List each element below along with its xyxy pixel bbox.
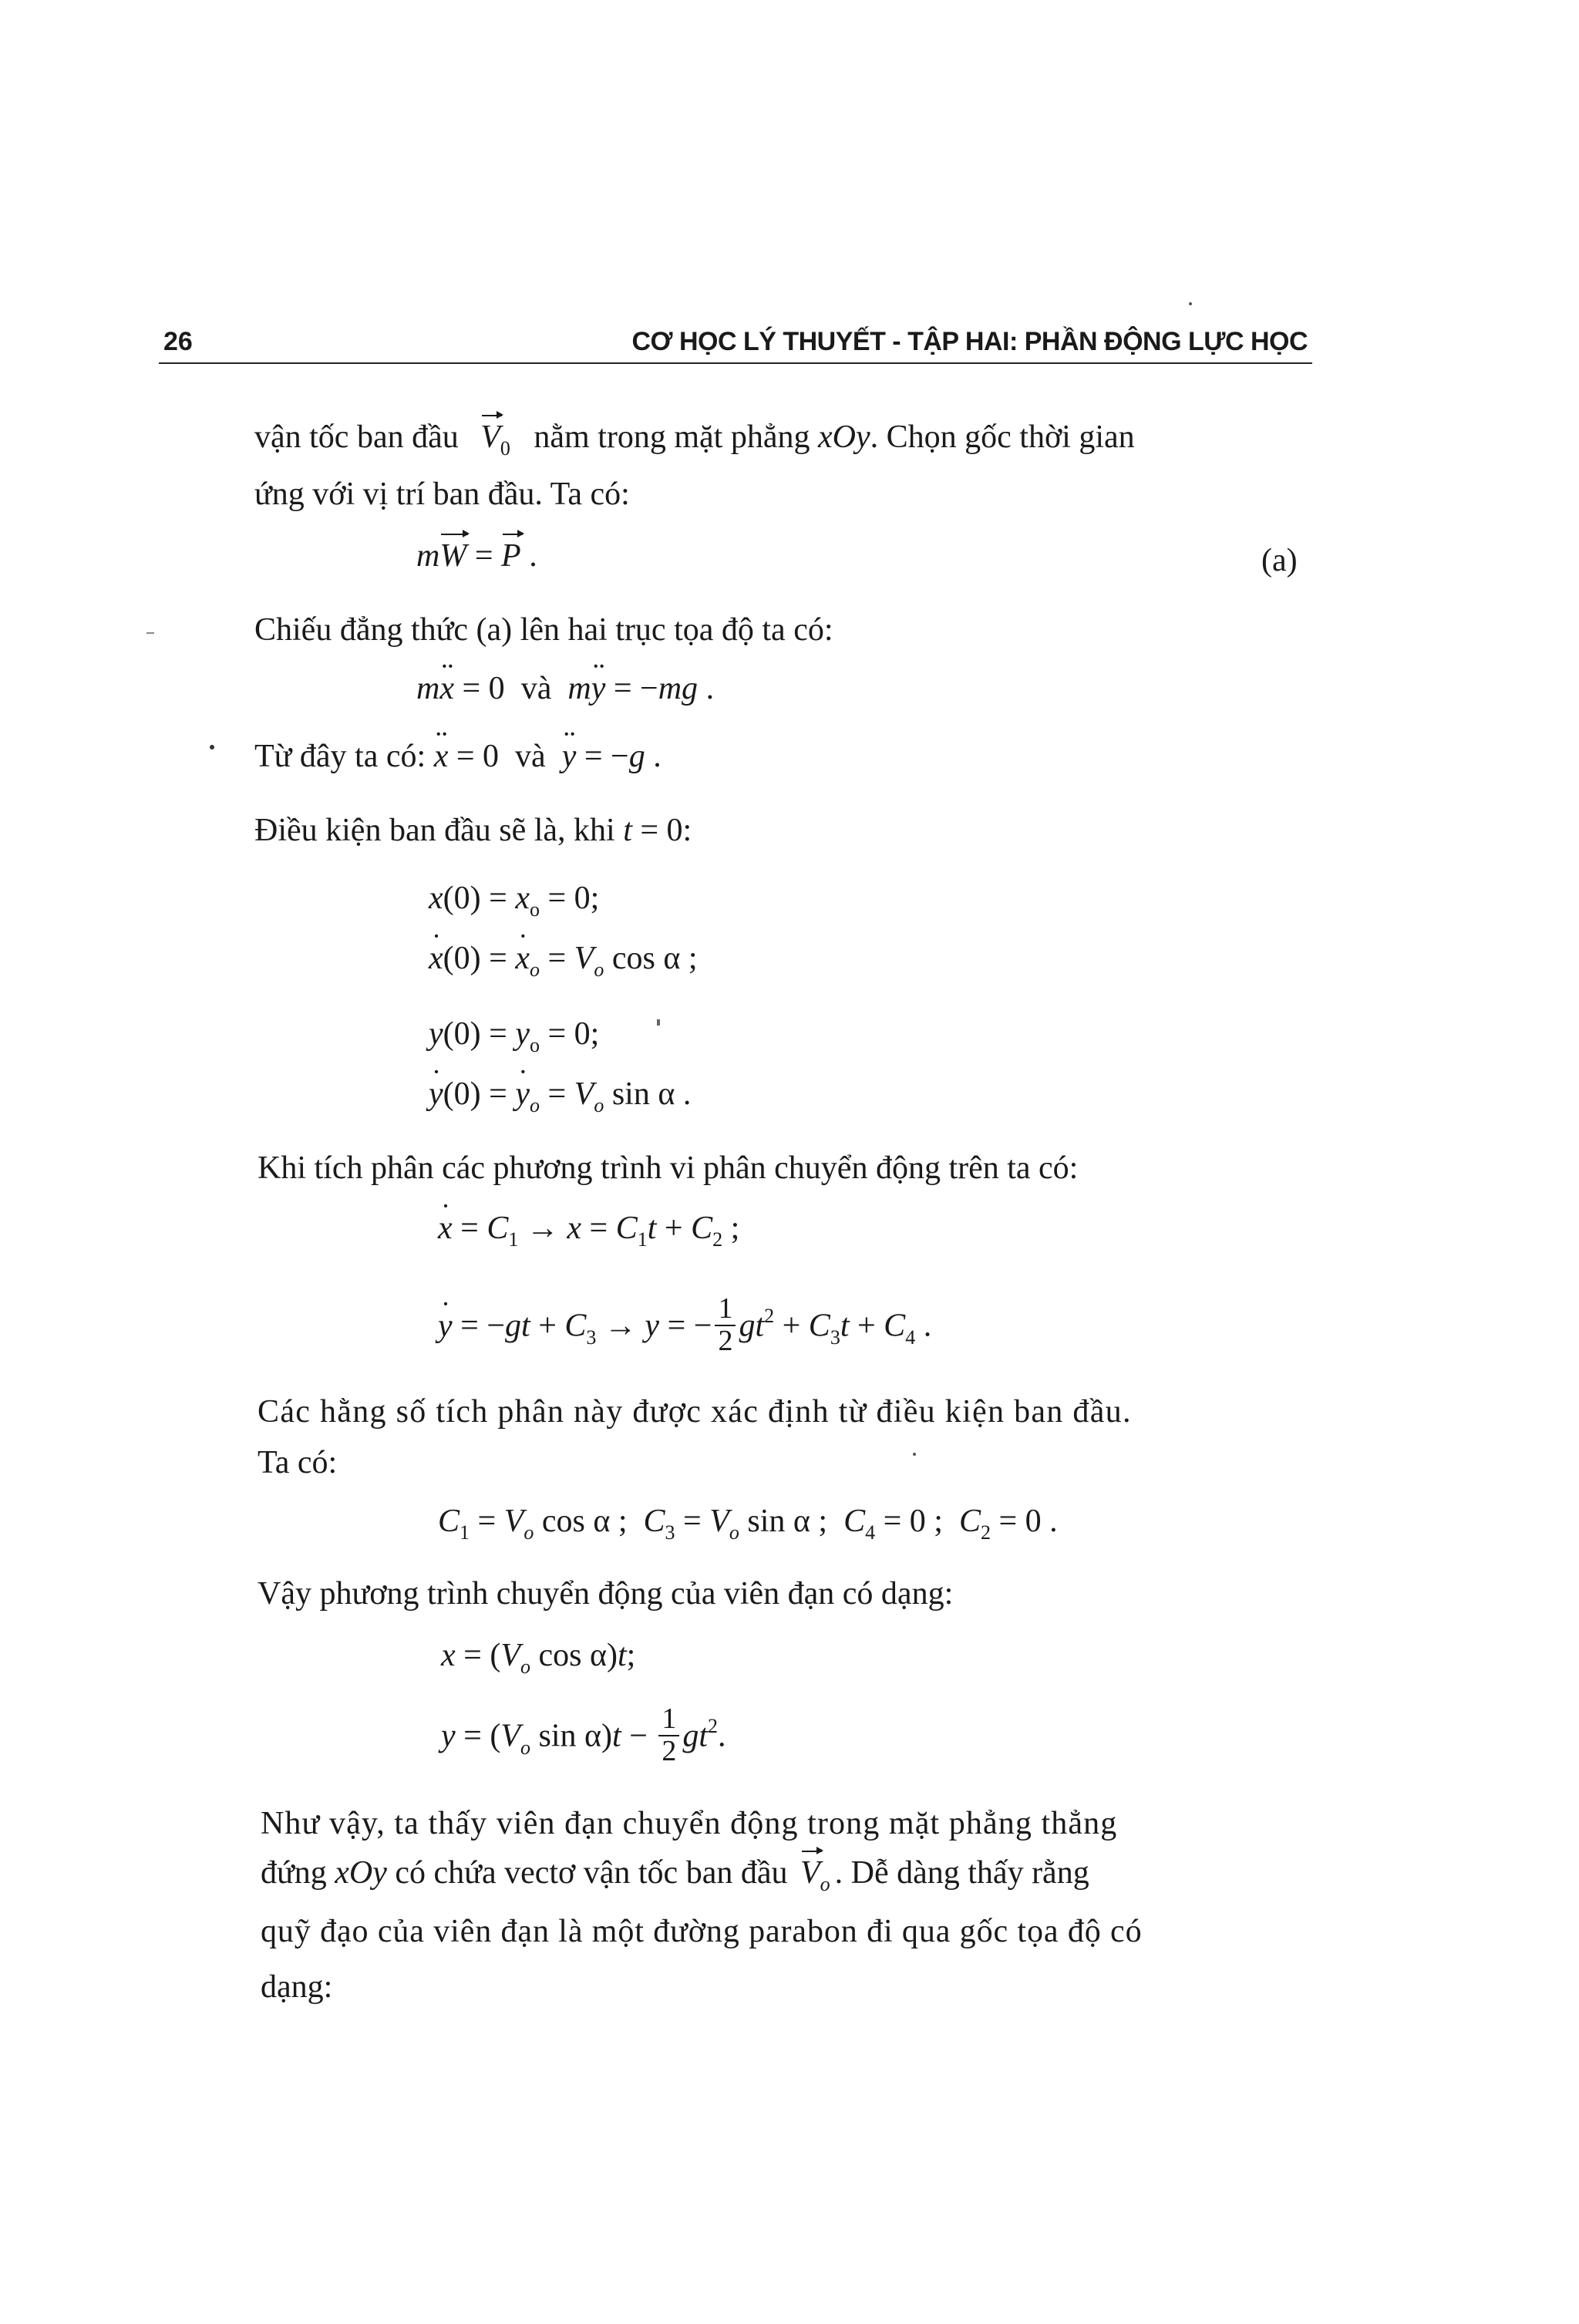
text-span: Điều kiện ban đầu sẽ là, khi bbox=[254, 813, 615, 848]
paragraph-line: Ta có: bbox=[258, 1445, 338, 1480]
initial-condition: $x(0) = x_o = 0$; bbox=[429, 881, 600, 921]
paragraph-line: quỹ đạo của viên đạn là một đường parabon đi qua gốc tọa độ có bbox=[261, 1914, 1143, 1949]
plane-name: xOy bbox=[818, 419, 870, 455]
constants-equation: $C_1 = V_o$ cos α ; $C_3 = V_o$ sin α ; $C_4 = 0$ ; $C_2 = 0$ . bbox=[438, 1504, 1058, 1544]
text-span: . Chọn gốc thời gian bbox=[870, 419, 1135, 455]
paragraph-line bbox=[254, 419, 1135, 460]
paragraph-line: Khi tích phân các phương trình vi phân chuyển động trên ta có: bbox=[258, 1150, 1079, 1186]
integration-x: · $x = C_1 \to x = C_1t + C_2$ ; bbox=[438, 1212, 739, 1245]
text-span: vận tốc ban đầu bbox=[254, 419, 459, 455]
equation-a: mW = P . bbox=[416, 538, 537, 574]
initial-condition: · y(0) = · $y_o = V_o$ sin α . bbox=[429, 1078, 691, 1110]
text-span: và bbox=[515, 739, 546, 774]
initial-condition: · x(0) = · $x_o = V_o$ cos α ; bbox=[429, 942, 698, 975]
paragraph-line: đứng xOy có chứa vectơ vận tốc ban đầu $V_o$ . Dễ dàng thấy rằng bbox=[261, 1855, 1089, 1895]
page-number: 26 bbox=[163, 327, 193, 356]
integration-y: · $y = -gt + C_3 \to y$ = − $\frac{1}{2}$ $gt^2 + C_3t + C_4$ . bbox=[438, 1297, 931, 1360]
paragraph-line: ứng với vị trí ban đầu. Ta có: bbox=[254, 477, 630, 512]
text-span: nằm trong mặt phẳng bbox=[534, 419, 810, 455]
motion-equation-x: $x = (V_o$ cos α)t; bbox=[441, 1638, 636, 1678]
speck-mark bbox=[1189, 302, 1192, 305]
initial-condition: $y(0) = y_o = 0$; bbox=[429, 1016, 600, 1056]
speck-mark bbox=[657, 1019, 660, 1026]
bullet-mark bbox=[210, 745, 214, 749]
vector-symbol: V bbox=[480, 419, 500, 455]
paragraph-line: Điều kiện ban đầu sẽ là, khi t = 0: bbox=[254, 813, 692, 848]
equation-projections: m·· x = 0 và m·· y = −mg . bbox=[416, 672, 714, 705]
initial-velocity-vector bbox=[480, 419, 510, 460]
motion-equation-y: $y = (V_o$ sin α)t − $\frac{1}{2}$ $gt^2$. bbox=[441, 1703, 726, 1767]
paragraph-line: dạng: bbox=[261, 1969, 333, 2005]
paragraph-line: Từ đây ta có: ·· x = 0 và ·· y = −g . bbox=[254, 740, 662, 773]
paragraph-line: Như vậy, ta thấy viên đạn chuyển động trong mặt phẳng thẳng bbox=[261, 1806, 1118, 1841]
text-span: có chứa vectơ vận tốc ban đầu bbox=[395, 1855, 788, 1891]
text-span: đứng bbox=[261, 1855, 327, 1891]
paragraph-line: Các hằng số tích phân này được xác định từ điều kiện ban đầu. bbox=[258, 1394, 1132, 1430]
equation-label: (a) bbox=[1261, 543, 1298, 578]
paragraph-line: Vậy phương trình chuyển động của viên đạn có dạng: bbox=[258, 1576, 954, 1612]
text-span: . Dễ dàng thấy rằng bbox=[834, 1855, 1089, 1891]
paragraph-line: Chiếu đẳng thức (a) lên hai trục tọa độ ta có: bbox=[254, 612, 833, 648]
plane-name: xOy bbox=[335, 1855, 387, 1891]
running-title: CƠ HỌC LÝ THUYẾT - TẬP HAI: PHẦN ĐỘNG LỰC HỌC bbox=[631, 327, 1308, 356]
margin-mark bbox=[146, 632, 154, 634]
text-span: và bbox=[520, 671, 552, 706]
vector-subscript: 0 bbox=[500, 437, 510, 460]
text-span: Từ đây ta có: bbox=[254, 739, 426, 774]
header-rule bbox=[159, 362, 1312, 364]
speck-mark bbox=[913, 1453, 916, 1456]
